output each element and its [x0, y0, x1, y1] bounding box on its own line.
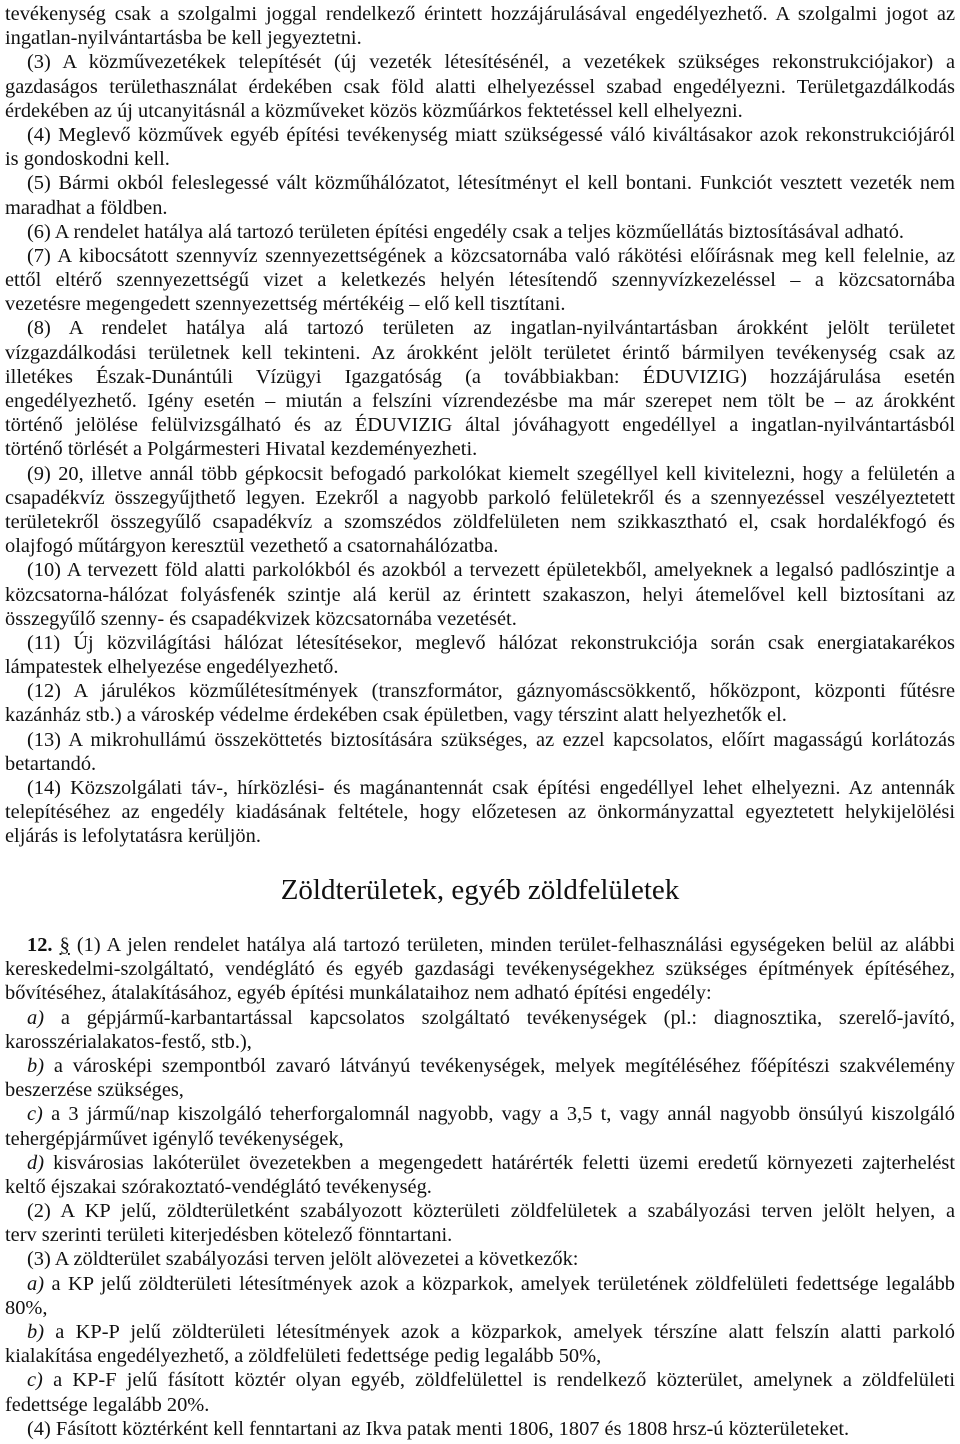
text-line: érdekében az új utcanyitásnál a közműveket közös közműárkos fektetéssel kell elhelyezni.	[5, 99, 743, 122]
text-line: keltő éjszakai szórakoztató-vendéglátó tevékenység.	[5, 1175, 432, 1198]
paragraph-4	[5, 123, 955, 171]
paragraph-continuation	[5, 2, 955, 50]
item-label: b)	[27, 1321, 44, 1343]
text-line: történő jelölése felülvizsgálható és az ÉDUVIZIG által jóváhagyott engedéllyel a ingatlan-nyilvántartásból	[5, 414, 955, 437]
text-line: betartandó.	[5, 752, 97, 775]
text-line: (4) Fásított köztérként kell fenntartani az Ikva patak menti 1806, 1807 és 1808 hrsz-ú közterületeket.	[27, 1417, 850, 1440]
text-line: (10) A tervezett föld alatti parkolókból és azokból a tervezett épületekből, amelyeknek a legalsó padlószintje a	[27, 559, 955, 582]
utility-regulations-text	[5, 2, 955, 849]
text-span: a gépjármű-karbantartással kapcsolatos szolgáltató tevékenységek (pl.: diagnosztika, szerelő-javító,	[60, 1006, 955, 1029]
text-line: olajfogó műtárgyon keresztül vezethető a csatornahálózatba.	[5, 535, 499, 558]
section-symbol: §	[59, 934, 70, 956]
text-line: (13) A mikrohullámú összeköttetés biztosítására szükséges, az ezzel kapcsolatos, előírt magasságú korlátozás	[27, 728, 955, 751]
text-line: közcsatorna-hálózat folyásfenék szintje alá kerül az érintett szakaszon, helyi átemelővel kell biztosítani az	[5, 583, 955, 606]
text-line: tehergépjárművet igénylő tevékenységek,	[5, 1127, 344, 1150]
paragraph-14	[5, 776, 955, 849]
text-line: (12) A járulékos közműlétesítmények (transzformátor, gáznyomáscsökkentő, hőközpont, központi fűtésre	[27, 680, 955, 703]
section-number: 12.	[27, 934, 53, 956]
text-line: (4) Meglevő közművek egyéb építési tevékenység miatt szükségessé váló kiváltásakor azok rekonstrukciójáról	[27, 123, 955, 146]
text-span: a KP jelű zöldterületi létesítmények azok a közparkok, amelyek területének zöldfelületi fedettsége legalább	[51, 1272, 955, 1295]
text-line	[5, 1102, 955, 1126]
text-line: (11) Új közvilágítási hálózat létesítésekor, meglevő hálózat rekonstrukciója során csak energiatakarékos	[27, 631, 955, 654]
paragraph-5	[5, 171, 955, 219]
text-line	[5, 933, 955, 957]
text-line	[5, 1320, 955, 1344]
text-line: bővítéséhez, átalakításához, egyéb építési munkálataihoz nem adható építési engedély:	[5, 982, 712, 1005]
text-span: a 3 jármű/nap kiszolgáló teherforgalomnál nagyobb, vagy a 3,5 t, vagy annál nagyobb önsúlyú kiszolgáló	[51, 1103, 955, 1126]
list-item	[5, 1320, 955, 1368]
item-label: d)	[27, 1151, 44, 1174]
text-line: vízgazdálkodási területnek kell tekinteni. Az árokként jelölt területet érintő bármilyen tevékenység csak az	[5, 341, 955, 364]
text-line: 80%,	[5, 1296, 48, 1319]
item-label: c)	[27, 1103, 43, 1126]
text-line: (14) Közszolgálati táv-, hírközlési- és magánantennát csak építési engedéllyel lehet elhelyezni. Az antennák	[27, 777, 955, 799]
text-line: (6) A rendelet hatálya alá tartozó területen építési engedély csak a teljes közműellátás biztosításával adható.	[27, 220, 905, 243]
text-line: (7) A kibocsátott szennyvíz szennyezettségének a közcsatornába való rákötési előírásnak meg kell felelnie, az	[27, 244, 955, 267]
paragraph-11	[5, 631, 955, 679]
text-line: kereskedelmi-szolgáltató, vendéglátó és egyéb gazdasági tevékenységekhez szükséges építmények építéséhez,	[5, 958, 955, 981]
list-item	[5, 1272, 955, 1320]
text-line: is gondoskodni kell.	[5, 148, 170, 171]
text-line: beszerzése szükséges,	[5, 1079, 184, 1102]
paragraph-13	[5, 728, 955, 776]
text-line: (3) A zöldterület szabályozási terven jelölt alövezetei a következők:	[27, 1248, 579, 1271]
list-item	[5, 1151, 955, 1199]
text-line: (3) A közművezetékek telepítését (új vezeték létesítésénél, a vezetékek szükséges rekonstrukciójakor) a	[27, 51, 955, 74]
text-line: eljárás is lefolytatásra kerüljön.	[5, 825, 261, 848]
text-line: (5) Bármi okból feleslegessé vált közműhálózatot, létesítményt el kell bontani. Funkciót vesztett vezeték nem	[27, 172, 955, 195]
text-span: a városképi szempontból zavaró látványú tevékenységek, melyek megítéléséhez főépítészi szakvélemény	[53, 1054, 955, 1077]
text-span: a KP-F jelű fásított köztér olyan egyéb, zöldfelülettel is rendelkező közterület, amelynek a zöldfelületi	[53, 1369, 955, 1392]
text-line: (8) A rendelet hatálya alá tartozó területen az ingatlan-nyilvántartásban árokként jelölt területet	[27, 317, 955, 340]
section-12-paragraph-3	[5, 1247, 955, 1271]
paragraph-7	[5, 244, 955, 317]
section-12-paragraph-4	[5, 1417, 955, 1441]
text-line: ettől eltérő szennyezettségű vizet a keletkezés helyén létesítendő szennyvízkezeléssel – a közcsatornába	[5, 269, 955, 292]
paragraph-12	[5, 679, 955, 727]
item-label: c)	[27, 1369, 43, 1392]
text-line: csapadékvíz összegyűjthető legyen. Ezekről a nagyobb parkoló felületekről és a szennyezéssel veszélyeztetett	[5, 486, 955, 509]
text-line: lámpatestek elhelyezése engedélyezhető.	[5, 656, 339, 679]
text-span: a KP-P jelű zöldterületi létesítmények azok a közparkok, amelyek térszíne alatt felszín alatti parkoló	[55, 1321, 955, 1343]
text-line: területekről összegyűlő csapadékvíz a szomszédos zöldfelületen nem szikkasztható el, csak hordalékfogó és	[5, 510, 955, 533]
paragraph-3	[5, 50, 955, 123]
list-item	[5, 1006, 955, 1054]
text-line	[5, 1272, 955, 1296]
list-item	[5, 1102, 955, 1150]
paragraph-9	[5, 462, 955, 559]
text-line: terv szerinti területi kiterjedésben kötelező fönntartani.	[5, 1224, 453, 1247]
section-12-paragraph-2	[5, 1199, 955, 1247]
text-span: (1) A jelen rendelet hatálya alá tartozó területen, minden terület-felhasználási egységeken belül az alábbi	[76, 934, 955, 956]
text-line: kialakítása engedélyezhető, a zöldfelületi fedettsége pedig legalább 50%,	[5, 1345, 602, 1368]
item-label: b)	[27, 1054, 44, 1077]
section-heading: Zöldterületek, egyéb zöldfelületek	[280, 874, 680, 906]
text-line	[5, 1006, 955, 1030]
text-line: gazdaságos területhasználat érdekében csak föld alatti elhelyezéssel szabad engedélyezni. Területgazdálkodás	[5, 75, 955, 98]
text-line	[5, 1054, 955, 1078]
text-line: engedélyezhető. Igény esetén – miután a felszíni vízrendezésbe ma már szerepet nem tölt be – az árokként	[5, 390, 955, 412]
text-span: kisvárosias lakóterület övezetekben a megengedett határérték feletti üzemi eredetű környezeti zajterhelést	[53, 1151, 955, 1174]
text-line: telepítéséhez az engedély kiadásának feltétele, hogy előzetesen az önkormányzattal egyeztetett helykijelölési	[5, 801, 955, 824]
text-line: (2) A KP jelű, zöldterületként szabályozott közterületi zöldfelületek a szabályozási terven jelölt helyen, a	[27, 1200, 955, 1223]
item-label: a)	[27, 1006, 44, 1029]
paragraph-10	[5, 558, 955, 631]
text-line: ingatlan-nyilvántartásba be kell jegyeztetni.	[5, 27, 362, 50]
text-line: vezetésre megengedett szennyezettség mértékéig – elő kell tisztítani.	[5, 293, 566, 316]
text-line: fedettsége legalább 20%.	[5, 1393, 210, 1416]
paragraph-8	[5, 316, 955, 461]
text-line: összegyűlő szenny- és csapadékvizek közcsatornába vezetését.	[5, 607, 517, 630]
text-line: tevékenység csak a szolgalmi joggal rendelkező érintett hozzájárulásával engedélyezhető. A szolgalmi jogot az	[5, 3, 955, 25]
paragraph-6	[5, 220, 955, 244]
list-item	[5, 1054, 955, 1102]
item-label: a)	[27, 1272, 44, 1295]
text-line	[5, 1368, 955, 1392]
text-line: maradhat a földben.	[5, 196, 168, 219]
section-12	[5, 933, 955, 1441]
text-line	[5, 1151, 955, 1175]
text-line: kazánház stb.) a városkép védelme érdekében csak épületben, vagy térszint alatt helyezhetők el.	[5, 704, 787, 727]
section-12-paragraph-1	[5, 933, 955, 1006]
list-item	[5, 1368, 955, 1416]
text-line: illetékes Észak-Dunántúli Vízügyi Igazgatóság (a továbbiakban: ÉDUVIZIG) hozzájárulása esetén	[5, 365, 955, 388]
text-line: karosszérialakatos-festő, stb.),	[5, 1030, 252, 1053]
text-line: (9) 20, illetve annál több gépkocsit befogadó parkolókat kiemelt szegéllyel kell kivitelezni, hogy a felületén a	[27, 462, 955, 485]
text-line: történő törlését a Polgármesteri Hivatal kezdeményezheti.	[5, 438, 478, 461]
